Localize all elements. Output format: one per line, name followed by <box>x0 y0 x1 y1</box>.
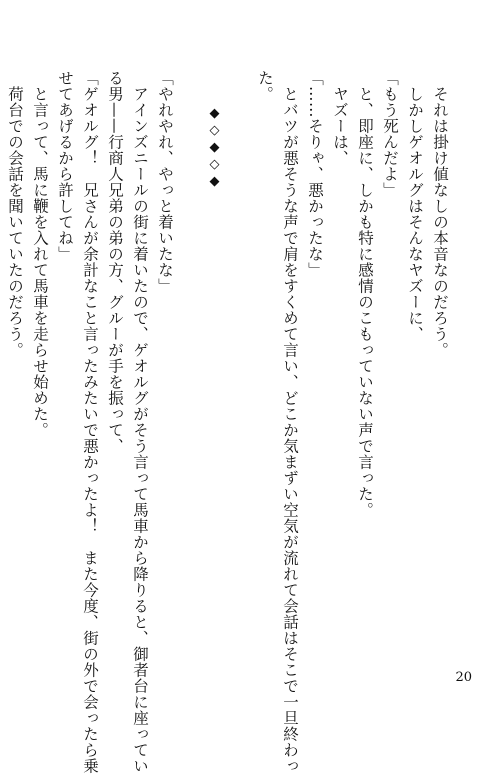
text-line: アインズニールの街に着いたので、ゲオルグがそう言って馬車から降りると、御者台に座ってい <box>131 70 149 774</box>
text-line: た。 <box>256 70 274 102</box>
text-line: 荷台での会話を聞いていたのだろう。 <box>6 70 24 358</box>
text-line: と、即座に、しかも特に感情のこもっていない声で言った。 <box>356 70 374 518</box>
dialog-line: 「……そりゃ、悪かったな」 <box>306 70 324 278</box>
dialog-line: せてあげるから許してね」 <box>56 70 74 262</box>
vertical-text-body <box>2 70 452 774</box>
page-number: 20 <box>455 670 472 685</box>
text-line: ヤズーは、 <box>331 70 349 166</box>
text-line: と言って、馬に鞭を入れて馬車を走らせ始めた。 <box>31 70 49 438</box>
scene-separator: ◆◇◆◇◆ <box>207 106 222 191</box>
scene-gap <box>177 70 202 71</box>
text-line: それは掛け値なしの本音なのだろう。 <box>431 70 449 358</box>
scene-gap <box>227 70 252 71</box>
text-line: る男——行商人兄弟の弟の方、グルーが手を振って、 <box>106 70 124 454</box>
dialog-line: 「ゲオルグ！ 兄さんが余計なこと言ったみたいで悪かったよ！ また今度、街の外で会ったら乗 <box>81 70 99 774</box>
text-line: とバツが悪そうな声で肩をすくめて言い、どこか気まずい空気が流れて会話はそこで一旦終わっ <box>281 70 299 774</box>
dialog-line: 「もう死んだよ」 <box>381 70 399 198</box>
text-line: しかしゲオルグはそんなヤズーに、 <box>406 70 424 342</box>
dialog-line: 「やれやれ、やっと着いたな」 <box>156 70 174 294</box>
